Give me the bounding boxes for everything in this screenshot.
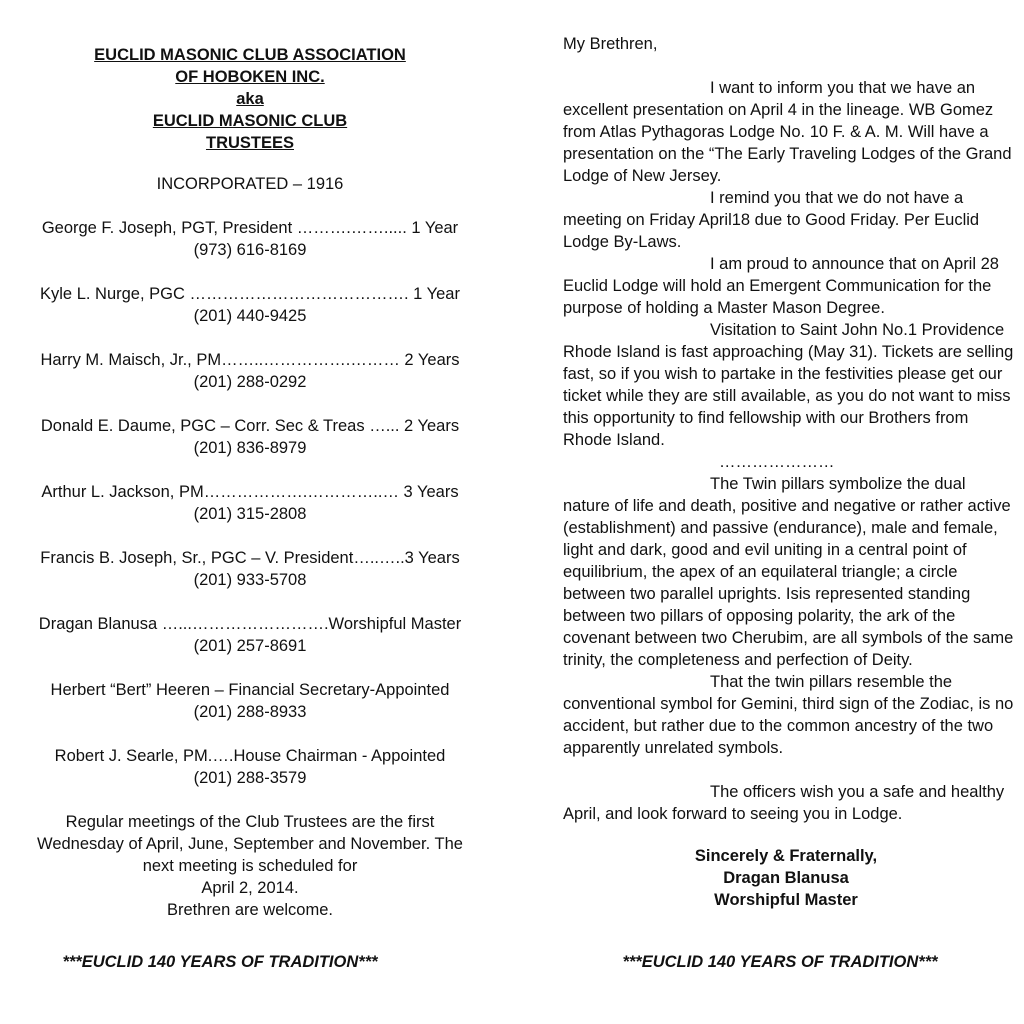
club-heading [8,44,492,154]
trustee-phone: (201) 440-9425 [193,307,307,325]
meetings-notice [8,811,492,921]
trustee-entry [8,283,492,327]
trustee-phone: (201) 288-3579 [193,769,307,787]
heading-line: aka [236,90,264,108]
letter-paragraph: I want to inform you that we have an excellent presentation on April 4 in the lineage. WB Gomez from Atlas Pythagoras Lodge No. 10 F. & A. M. Will have a presentation on the “The Early Traveling Lodges of the Grand Lodge of New Jersey. [563,79,1012,185]
meetings-line: next meeting is scheduled for [142,857,358,875]
letter-paragraph: I remind you that we do not have a meeting on Friday April18 due to Good Friday. Per Euclid Lodge By-Laws. [563,189,980,251]
trustee-name: Kyle L. Nurge, PGC …………………………………. 1 Year [40,285,460,303]
signature-block [563,845,1009,911]
trustee-phone: (201) 315-2808 [193,505,307,523]
trustee-entry [8,679,492,723]
closing-paragraph: The officers wish you a safe and healthy April, and look forward to seeing you in Lodge. [563,783,1005,823]
trustee-phone: (973) 616-8169 [193,241,307,259]
heading-line: OF HOBOKEN INC. [175,68,325,86]
trustee-phone: (201) 836-8979 [193,439,307,457]
signature-line: Worshipful Master [714,891,858,909]
motto-right: ***EUCLID 140 YEARS OF TRADITION*** [622,953,938,971]
meetings-line: Wednesday of April, June, September and November. The [37,835,463,853]
trustee-name: Arthur L. Jackson, PM……………….…………..… 3 Years [41,483,459,501]
letter-greeting: My Brethren, [563,35,658,53]
trustee-entry [8,349,492,393]
trustee-phone: (201) 257-8691 [193,637,307,655]
trustee-phone: (201) 933-5708 [193,571,307,589]
letter-column [563,33,1015,911]
trustee-name: Francis B. Joseph, Sr., PGC – V. President…..…..3 Years [40,549,460,567]
trustee-entry [8,481,492,525]
trustee-entry [8,745,492,789]
trustee-entry [8,613,492,657]
letter-paragraph: That the twin pillars resemble the conventional symbol for Gemini, third sign of the Zodiac, is no accident, but rather due to the common ancestry of the two apparently unrelated symbols. [563,673,1014,757]
incorporated-line: INCORPORATED – 1916 [156,175,344,193]
trustee-entry [8,547,492,591]
meetings-line: Regular meetings of the Club Trustees are the first [65,813,435,831]
signature-line: Sincerely & Fraternally, [694,847,878,865]
trustee-phone: (201) 288-0292 [193,373,307,391]
trustees-column [8,44,492,921]
trustee-phone: (201) 288-8933 [193,703,307,721]
meetings-line: Brethren are welcome. [167,901,333,919]
letter-paragraph: I am proud to announce that on April 28 Euclid Lodge will hold an Emergent Communication for the purpose of holding a Master Mason Degree. [563,255,999,317]
trustee-entry [8,415,492,459]
trustee-name: George F. Joseph, PGT, President ……….……..... 1 Year [41,219,459,237]
heading-line: EUCLID MASONIC CLUB ASSOCIATION [94,46,406,64]
signature-line: Dragan Blanusa [723,869,849,887]
trustee-entry [8,217,492,261]
trustee-name: Herbert “Bert” Heeren – Financial Secretary-Appointed [50,681,450,699]
letter-paragraph: The Twin pillars symbolize the dual nature of life and death, positive and negative or rather active (establishment) and passive (endurance), male and female, light and dark, good and evil uniting in a central point of equilibrium, the apex of an equilateral triangle; a circle between two parallel uprights. Isis represented standing between two pillars of opposing polarity, the ark of the covenant between two Cherubim, are all symbols of the same trinity, the completeness and perfection of Deity. [563,475,1014,669]
trustee-name: Harry M. Maisch, Jr., PM……..…………….……… 2 Years [40,351,460,369]
trustee-name: Dragan Blanusa …...…………………….Worshipful Master [38,615,462,633]
heading-line: TRUSTEES [205,134,294,152]
heading-line: EUCLID MASONIC CLUB [152,112,348,130]
meetings-line: April 2, 2014. [201,879,299,897]
separator-dots: ………………… [719,453,835,471]
trustee-name: Donald E. Daume, PGC – Corr. Sec & Treas …... 2 Years [40,417,460,435]
motto-left: ***EUCLID 140 YEARS OF TRADITION*** [62,953,378,971]
letter-paragraph: Visitation to Saint John No.1 Providence Rhode Island is fast approaching (May 31). Tickets are selling fast, so if you wish to partake in the festivities please get our ticket while they are still available, as you do not want to miss this opportunity to find fellowship with our Brothers from Rhode Island. [563,321,1014,449]
trustee-name: Robert J. Searle, PM.….House Chairman - Appointed [54,747,446,765]
